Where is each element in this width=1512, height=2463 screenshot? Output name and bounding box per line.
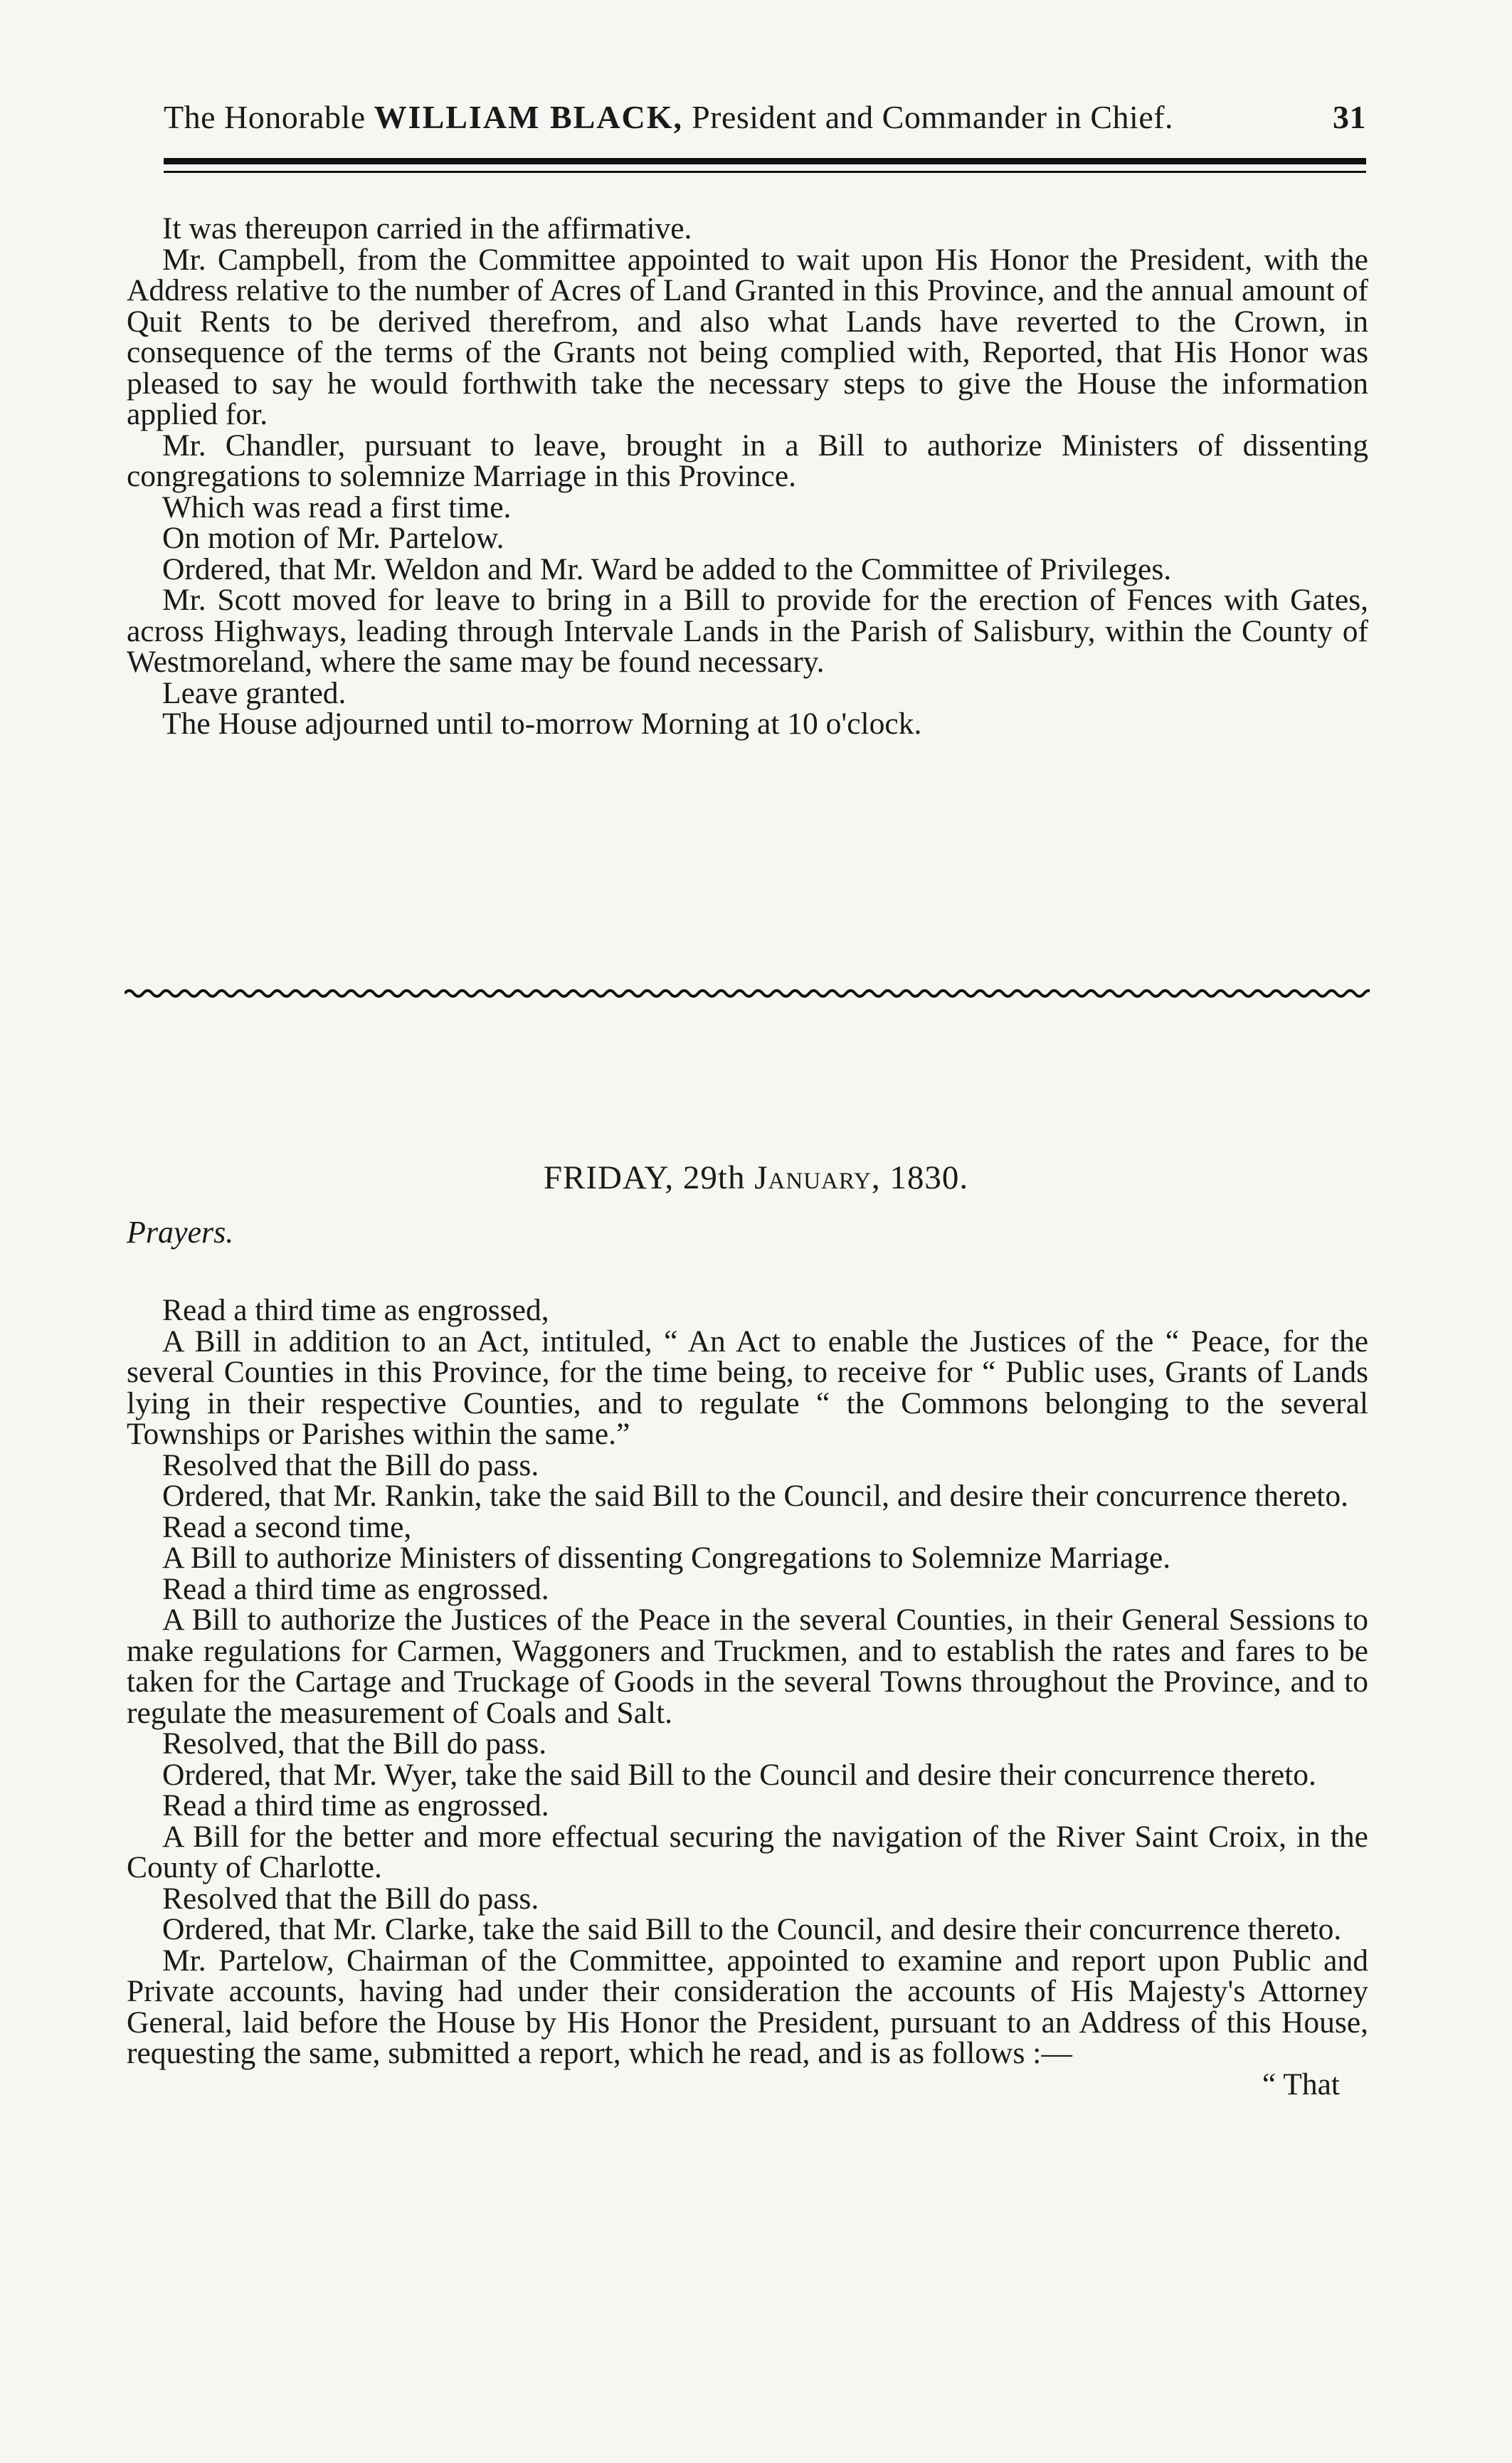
page-number: 31 [1333, 99, 1366, 135]
paragraph: Resolved, that the Bill do pass. [162, 1726, 547, 1761]
proceedings-section-1 [127, 213, 1368, 740]
paragraph: It was thereupon carried in the affirmative. [162, 211, 692, 246]
paragraph: Ordered, that Mr. Wyer, take the said Bill to the Council and desire their concurrence thereto. [162, 1757, 1316, 1792]
ornamental-divider [125, 984, 1370, 1003]
paragraph: Mr. Campbell, from the Committee appointed to wait upon His Honor the President, with the Address relative to the number of Acres of Land Granted in this Province, and the annual amount of Quit Rents to be derived therefrom, and also what Lands have reverted to the Crown, in consequence of the terms of the Grants not being complied with, Reported, that His Honor was pleased to say he would forthwith take the necessary steps to give the House the information applied for. [127, 242, 1368, 431]
paragraph: On motion of Mr. Partelow. [162, 521, 504, 555]
header-rule-thick [164, 158, 1366, 164]
paragraph: The House adjourned until to-morrow Morning at 10 o'clock. [162, 707, 922, 741]
paragraph: Mr. Chandler, pursuant to leave, brought in a Bill to authorize Ministers of dissenting congregations to solemnize Marriage in this Province. [127, 428, 1368, 493]
header-rule-thin [164, 171, 1366, 173]
header-name: WILLIAM BLACK, [374, 99, 684, 135]
paragraph: Read a third time as engrossed. [162, 1788, 549, 1823]
paragraph: Read a third time as engrossed. [162, 1571, 549, 1606]
paragraph: A Bill to authorize the Justices of the Peace in the several Counties, in their General Sessions to make regulations for Carmen, Waggoners and Truckmen, and to establish the rates and fares to be taken for the Cartage and Truckage of Goods in the several Towns throughout the Province, and to regulate the measurement of Coals and Salt. [127, 1603, 1368, 1730]
paragraph: Resolved that the Bill do pass. [162, 1881, 539, 1916]
paragraph: Read a third time as engrossed, [162, 1293, 549, 1327]
day-heading-month: January, [754, 1159, 881, 1196]
paragraph: A Bill in addition to an Act, intituled, “ An Act to enable the Justices of the “ Peace, for the several Counties in this Province, for the time being, to receive for “ Public uses, Grants of Lands lying in their respective Counties, and to regulate “ the Commons belonging to the several Townships or Parishes within the same.” [127, 1324, 1368, 1451]
paragraph: A Bill for the better and more effectual securing the navigation of the River Saint Croix, in the County of Charlotte. [127, 1819, 1368, 1884]
paragraph: Ordered, that Mr. Weldon and Mr. Ward be added to the Committee of Privileges. [162, 552, 1172, 586]
paragraph: Which was read a first time. [162, 490, 512, 524]
prayers-label: Prayers. [127, 1215, 234, 1250]
paragraph: Resolved that the Bill do pass. [162, 1447, 539, 1482]
paragraph: Mr. Partelow, Chairman of the Committee, appointed to examine and report upon Public and Private accounts, having had under their consideration the accounts of His Majesty's Attorney General, laid before the House by His Honor the President, pursuant to an Address of this House, requesting the same, submitted a report, which he read, and is as follows :— [127, 1943, 1368, 2070]
day-heading-day: FRIDAY, 29th [543, 1159, 746, 1196]
catchword: “ That [1262, 2067, 1340, 2101]
header-suffix: President and Commander in Chief. [692, 99, 1174, 135]
day-heading [0, 1159, 1512, 1197]
paragraph: Read a second time, [162, 1509, 412, 1544]
day-heading-year: 1830. [889, 1159, 969, 1196]
paragraph: Mr. Scott moved for leave to bring in a Bill to provide for the erection of Fences with Gates, across Highways, leading through Intervale Lands in the Parish of Salisbury, within the County of Westmoreland, where the same may be found necessary. [127, 583, 1368, 679]
paragraph: Leave granted. [162, 675, 347, 710]
paragraph: Ordered, that Mr. Rankin, take the said Bill to the Council, and desire their concurrence thereto. [162, 1479, 1348, 1513]
header-prefix: The Honorable [164, 99, 366, 135]
paragraph: A Bill to authorize Ministers of dissenting Congregations to Solemnize Marriage. [162, 1541, 1171, 1575]
proceedings-section-2 [127, 1295, 1368, 2100]
running-head [164, 98, 1366, 136]
paragraph: Ordered, that Mr. Clarke, take the said Bill to the Council, and desire their concurrence thereto. [162, 1912, 1342, 1946]
